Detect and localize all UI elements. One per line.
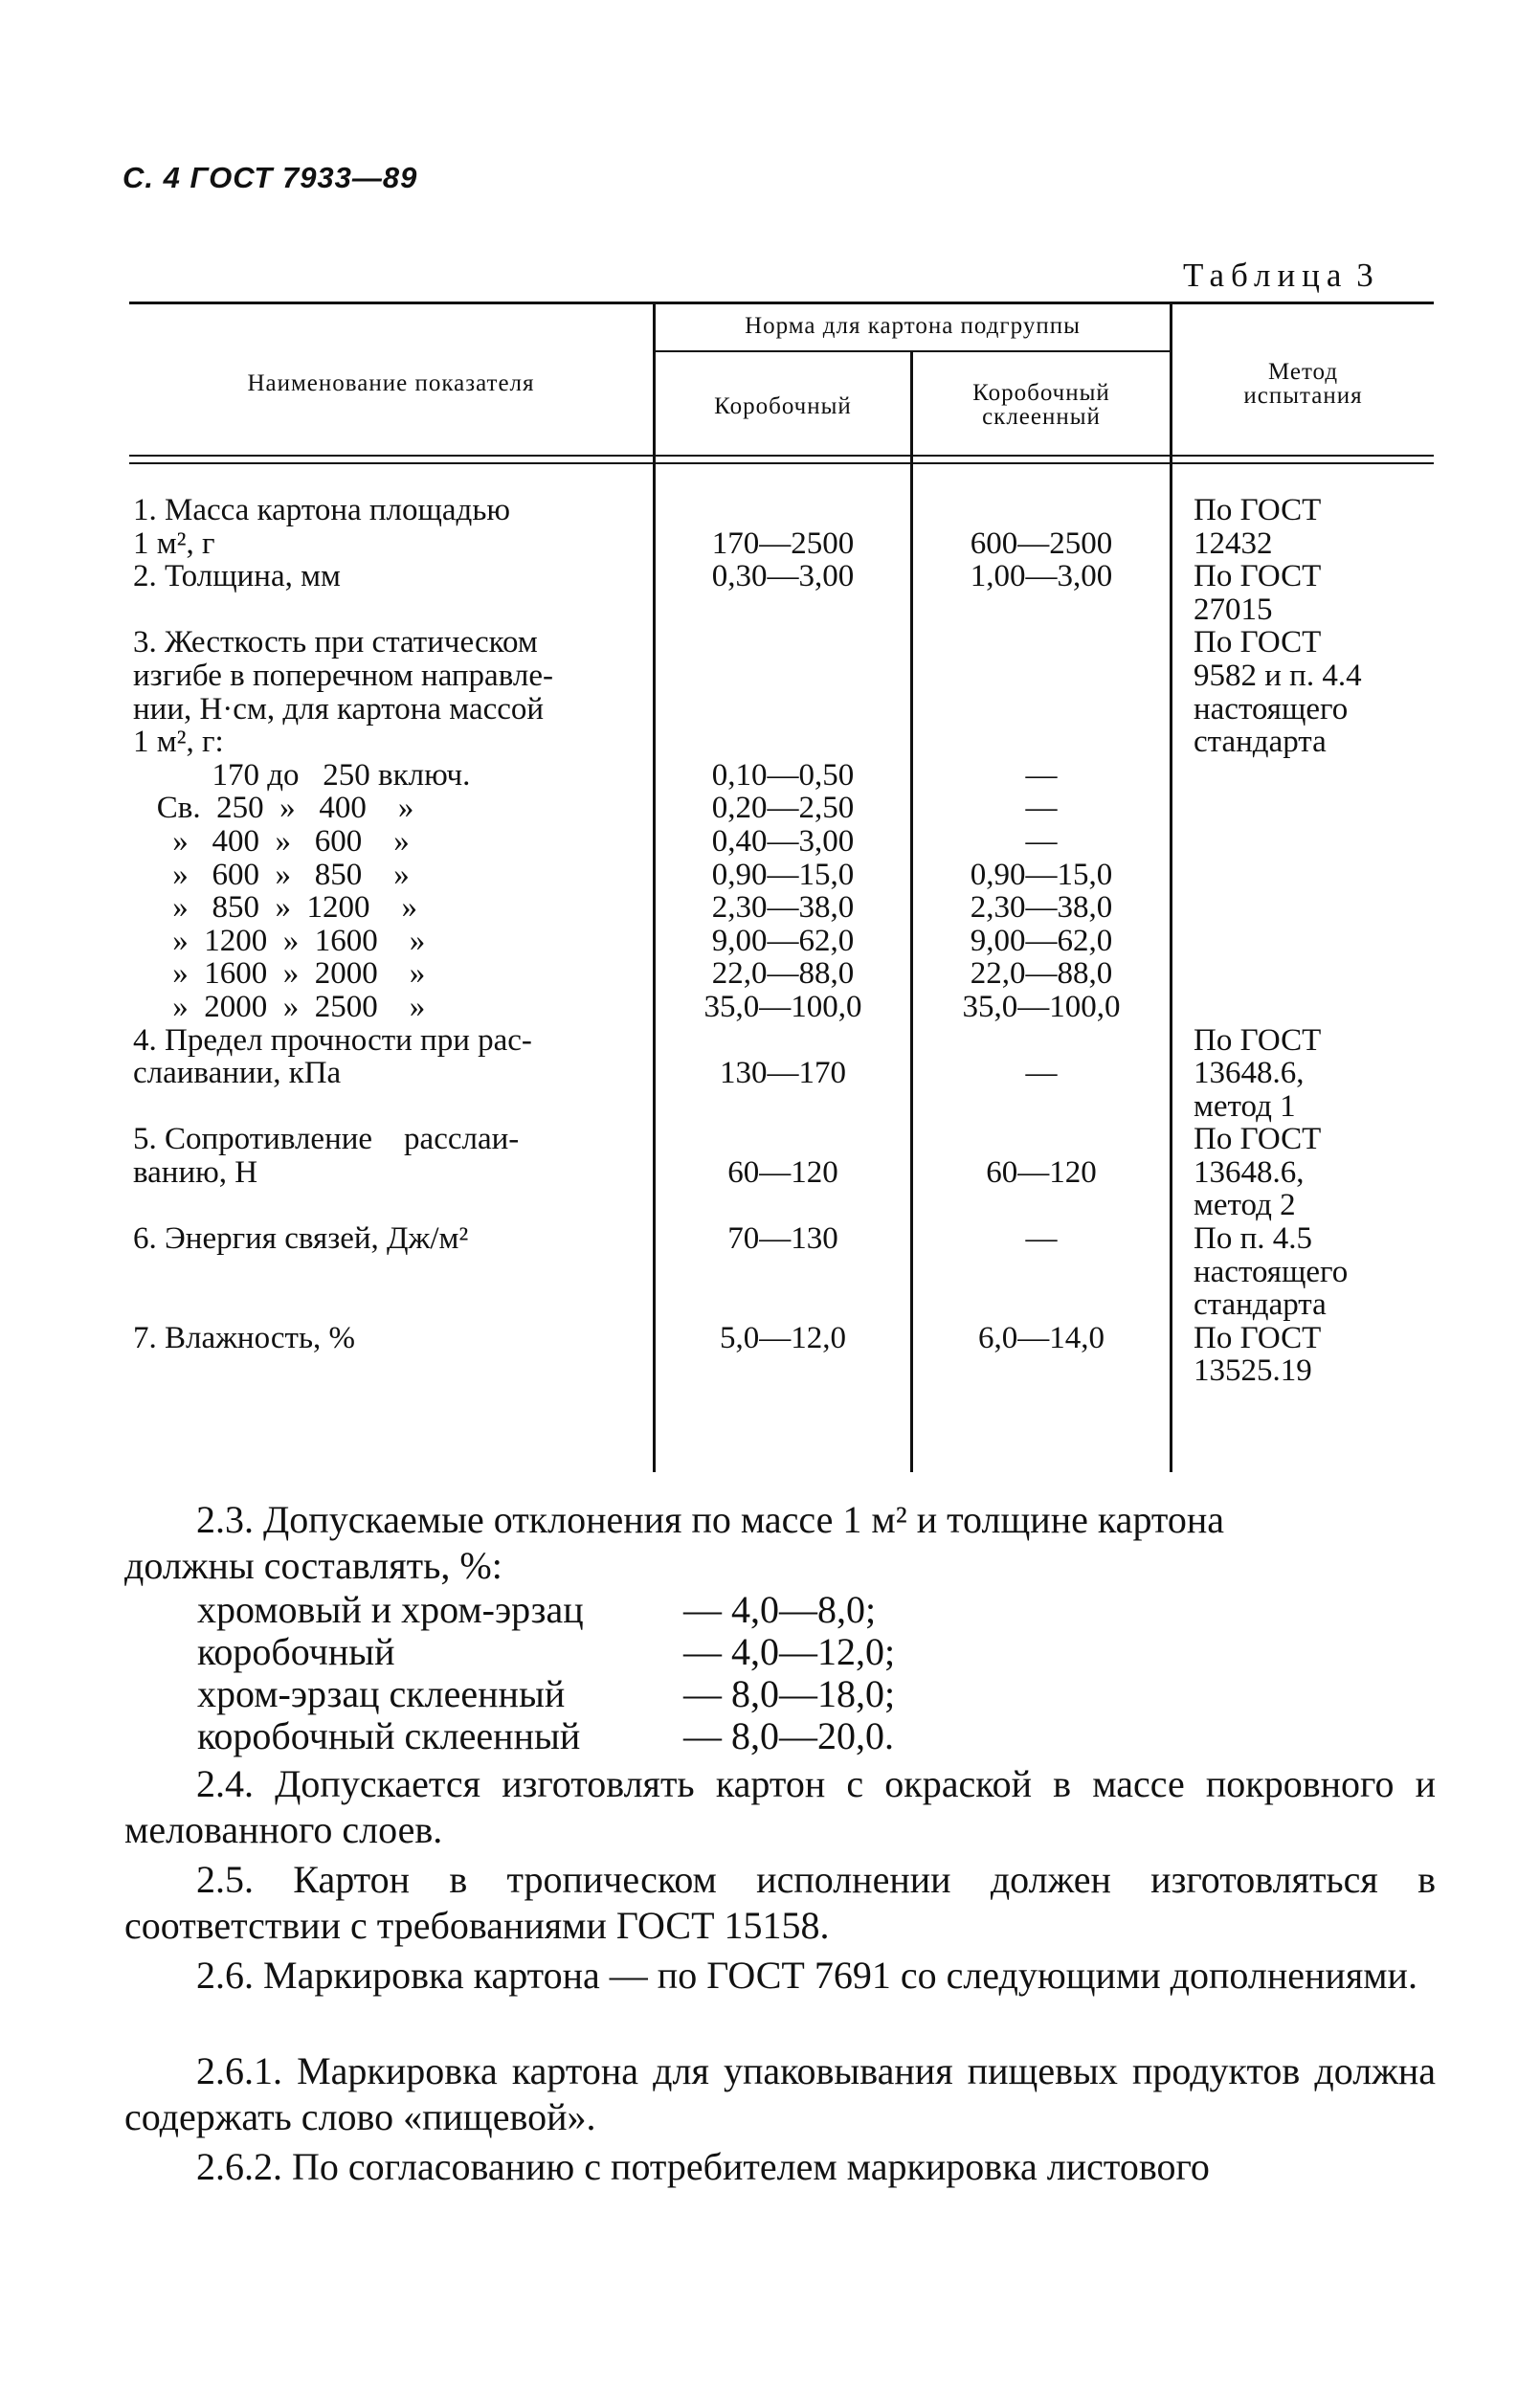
header-bottom-rule-1 — [129, 455, 1434, 457]
table-caption-number: 3 — [1356, 257, 1373, 294]
column-test-method: По ГОСТ 12432 По ГОСТ 27015 По ГОСТ 9582 и п. 4.4 настоящего стандарта По ГОСТ 13648.6, метод 1 По ГОСТ 13648.6, метод 2 По п. 4.5 настоящего стандарта По ГОСТ 13525.19 — [1194, 493, 1362, 1389]
header-bottom-rule-2 — [129, 462, 1434, 464]
paragraph-2-3-line2: должны составлять, %: — [124, 1544, 502, 1587]
header-box: Коробочный — [714, 393, 852, 419]
header-box-glued — [913, 381, 1170, 429]
column-divider-3 — [1170, 304, 1172, 1472]
paragraph-2-6 — [124, 1953, 1436, 1999]
paragraph-2-4-text: 2.4. Допускается изготовлять картон с окраской в массе покровного и мелованного слоев. — [124, 1762, 1436, 1851]
header-method-line2: испытания — [1243, 383, 1363, 409]
header-method-line1: Метод — [1267, 359, 1339, 385]
header-method — [1172, 360, 1434, 408]
deviation-name: хромовый и хром-эрзац — [197, 1588, 584, 1631]
paragraph-2-5-text: 2.5. Картон в тропическом исполнении должен изготовляться в соответствии с требованиями ГОСТ 15158. — [124, 1858, 1436, 1947]
deviation-value: — 8,0—20,0. — [683, 1714, 894, 1757]
paragraph-2-5 — [124, 1857, 1436, 1949]
paragraph-2-4 — [124, 1761, 1436, 1853]
list-item — [197, 1631, 895, 1673]
paragraph-2-6-text: 2.6. Маркировка картона — по ГОСТ 7691 со следующими дополнениями. — [196, 1954, 1417, 1997]
header-name: Наименование показателя — [247, 370, 535, 396]
paragraph-2-6-1-text: 2.6.1. Маркировка картона для упаковывания пищевых продуктов должна содержать слово «пищевой». — [124, 2049, 1436, 2138]
column-norm-box: 170—2500 0,30—3,00 0,10—0,50 0,20—2,50 0,40—3,00 0,90—15,0 2,30—38,0 9,00—62,0 22,0—88,0 35,0—100,0 130—170 60—120 70—130 5,0—12,0 — [703, 525, 862, 1355]
header-norm-group: Норма для картона подгруппы — [745, 313, 1081, 339]
page-header: С. 4 ГОСТ 7933—89 — [123, 161, 418, 194]
deviation-name: коробочный — [197, 1630, 395, 1673]
deviation-value: — 8,0—18,0; — [683, 1672, 896, 1715]
paragraph-2-6-2 — [124, 2144, 1436, 2190]
header-box-glued-line1: Коробочный — [972, 380, 1110, 406]
header-group-rule — [656, 350, 1172, 352]
deviation-list — [197, 1589, 895, 1757]
paragraph-2-3 — [124, 1497, 1436, 1589]
column-norm-box-glued: 600—2500 1,00—3,00 — — — 0,90—15,0 2,30—38,0 9,00—62,0 22,0—88,0 35,0—100,0 — 60—120 — 6,0—14,0 — [962, 525, 1121, 1355]
list-item — [197, 1673, 895, 1715]
paragraph-2-6-1 — [124, 2048, 1436, 2140]
paragraph-2-3-line1: 2.3. Допускаемые отклонения по массе 1 м² и толщине картона — [196, 1498, 1225, 1541]
deviation-name: коробочный склеенный — [197, 1714, 581, 1757]
header-box-glued-line2: склеенный — [982, 404, 1101, 430]
deviation-value: — 4,0—8,0; — [683, 1588, 877, 1631]
column-indicator-names: 1. Масса картона площадью 1 м², г 2. Толщина, мм 3. Жесткость при статическом изгибе в поперечном направле- нии, Н·см, для картона массой 1 м², г: 170 до 250 включ. Св. 250 » 400 » » 400 » 600 » » 600 » 850 » » 850 » 1200 » » 1200 » 1600 » » 1600 » 2000 » » 2000 » 2500 » 4. Предел прочности при рас- слаивании, кПа 5. Сопротивление расслаи- ванию, Н 6. Энергия связей, Дж/м² 7. Влажность, % — [133, 493, 553, 1355]
table-caption — [1183, 257, 1373, 295]
list-item — [197, 1715, 895, 1757]
table-top-rule — [129, 302, 1434, 304]
table-caption-word: Таблица — [1183, 257, 1349, 294]
deviation-name: хром-эрзац склеенный — [197, 1672, 566, 1715]
deviation-value: — 4,0—12,0; — [683, 1630, 896, 1673]
paragraph-2-6-2-text: 2.6.2. По согласованию с потребителем маркировка листового — [196, 2145, 1210, 2188]
list-item — [197, 1589, 895, 1631]
